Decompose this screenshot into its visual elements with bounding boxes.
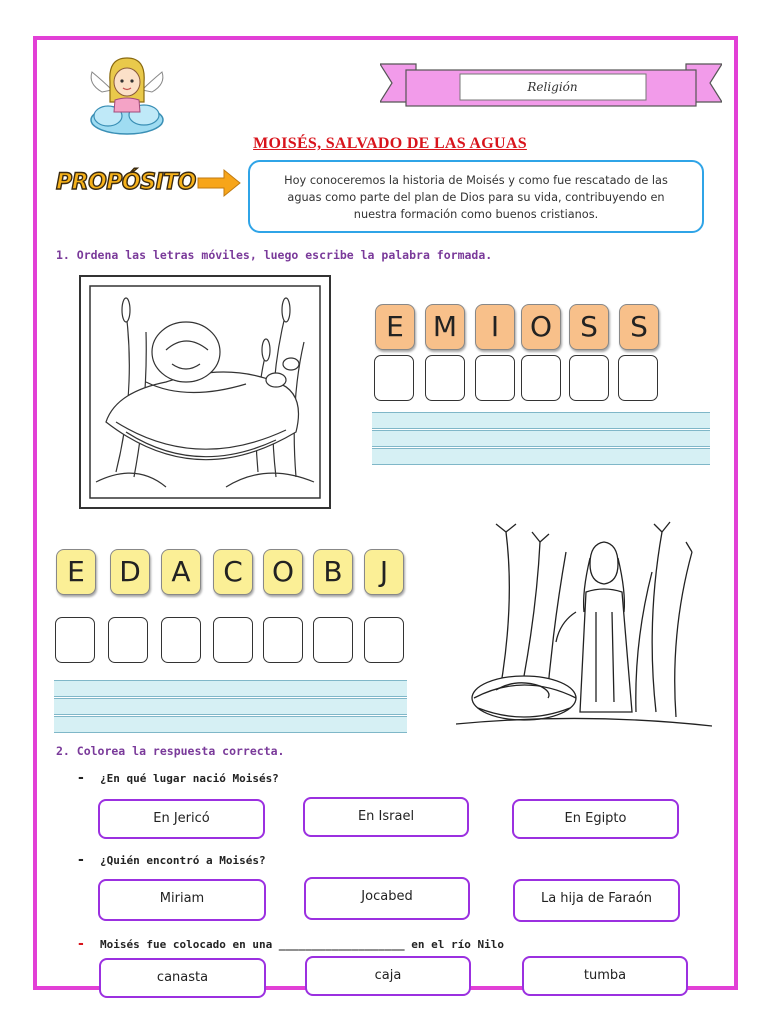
exercise-2-heading: 2. Colorea la respuesta correcta. xyxy=(56,744,285,758)
answer-option[interactable]: caja xyxy=(305,956,471,996)
question-bullet: - xyxy=(78,936,84,952)
answer-slot[interactable] xyxy=(374,355,414,401)
letter-tile[interactable]: E xyxy=(56,549,96,595)
letter-tile[interactable]: I xyxy=(475,304,515,350)
letter-tile[interactable]: E xyxy=(375,304,415,350)
answer-slot[interactable] xyxy=(618,355,658,401)
answer-option[interactable]: Jocabed xyxy=(304,877,470,920)
question-bullet: - xyxy=(78,852,84,868)
answer-slot[interactable] xyxy=(213,617,253,663)
letter-tile[interactable]: C xyxy=(213,549,253,595)
answer-slot[interactable] xyxy=(475,355,515,401)
answer-option[interactable]: tumba xyxy=(522,956,688,996)
purpose-label: PROPÓSITO xyxy=(56,170,196,195)
answer-slot[interactable] xyxy=(521,355,561,401)
baby-moses-basket-illustration xyxy=(76,272,334,512)
answer-slot[interactable] xyxy=(161,617,201,663)
letter-tile[interactable]: B xyxy=(313,549,353,595)
writing-lines-word-2[interactable] xyxy=(54,680,407,736)
answer-slot[interactable] xyxy=(108,617,148,663)
answer-slot[interactable] xyxy=(313,617,353,663)
answer-option[interactable]: Miriam xyxy=(98,879,266,921)
letter-tile[interactable]: S xyxy=(569,304,609,350)
angel-on-cloud-illustration xyxy=(82,52,172,138)
question-text: ¿En qué lugar nació Moisés? xyxy=(100,772,279,785)
question-text: Moisés fue colocado en una ___________________ en el río Nilo xyxy=(100,938,504,951)
answer-option[interactable]: canasta xyxy=(99,958,266,998)
answer-option[interactable]: La hija de Faraón xyxy=(513,879,680,922)
letter-tile[interactable]: M xyxy=(425,304,465,350)
letter-tile[interactable]: A xyxy=(161,549,201,595)
letter-tile[interactable]: S xyxy=(619,304,659,350)
answer-slot[interactable] xyxy=(569,355,609,401)
subject-label: Religión xyxy=(527,80,578,94)
purpose-text-box: Hoy conoceremos la historia de Moisés y como fue rescatado de las aguas como parte del plan de Dios para su vida, contribuyendo en nuestra formación como buenos cristianos. xyxy=(248,160,704,233)
question-text: ¿Quién encontró a Moisés? xyxy=(100,854,266,867)
answer-slot[interactable] xyxy=(55,617,95,663)
answer-slot[interactable] xyxy=(263,617,303,663)
arrow-right-icon xyxy=(196,168,242,198)
letter-tile[interactable]: O xyxy=(263,549,303,595)
answer-option[interactable]: En Egipto xyxy=(512,799,679,839)
answer-option[interactable]: En Jericó xyxy=(98,799,265,839)
answer-option[interactable]: En Israel xyxy=(303,797,469,837)
answer-slot[interactable] xyxy=(364,617,404,663)
writing-lines-word-1[interactable] xyxy=(372,412,710,468)
page-title: MOISÉS, SALVADO DE LAS AGUAS xyxy=(253,135,527,152)
letter-tile[interactable]: D xyxy=(110,549,150,595)
exercise-1-heading: 1. Ordena las letras móviles, luego escribe la palabra formada. xyxy=(56,248,493,262)
question-bullet: - xyxy=(78,770,84,786)
letter-tile[interactable]: J xyxy=(364,549,404,595)
answer-slot[interactable] xyxy=(425,355,465,401)
letter-tile[interactable]: O xyxy=(521,304,561,350)
pharaoh-daughter-illustration xyxy=(456,512,712,742)
